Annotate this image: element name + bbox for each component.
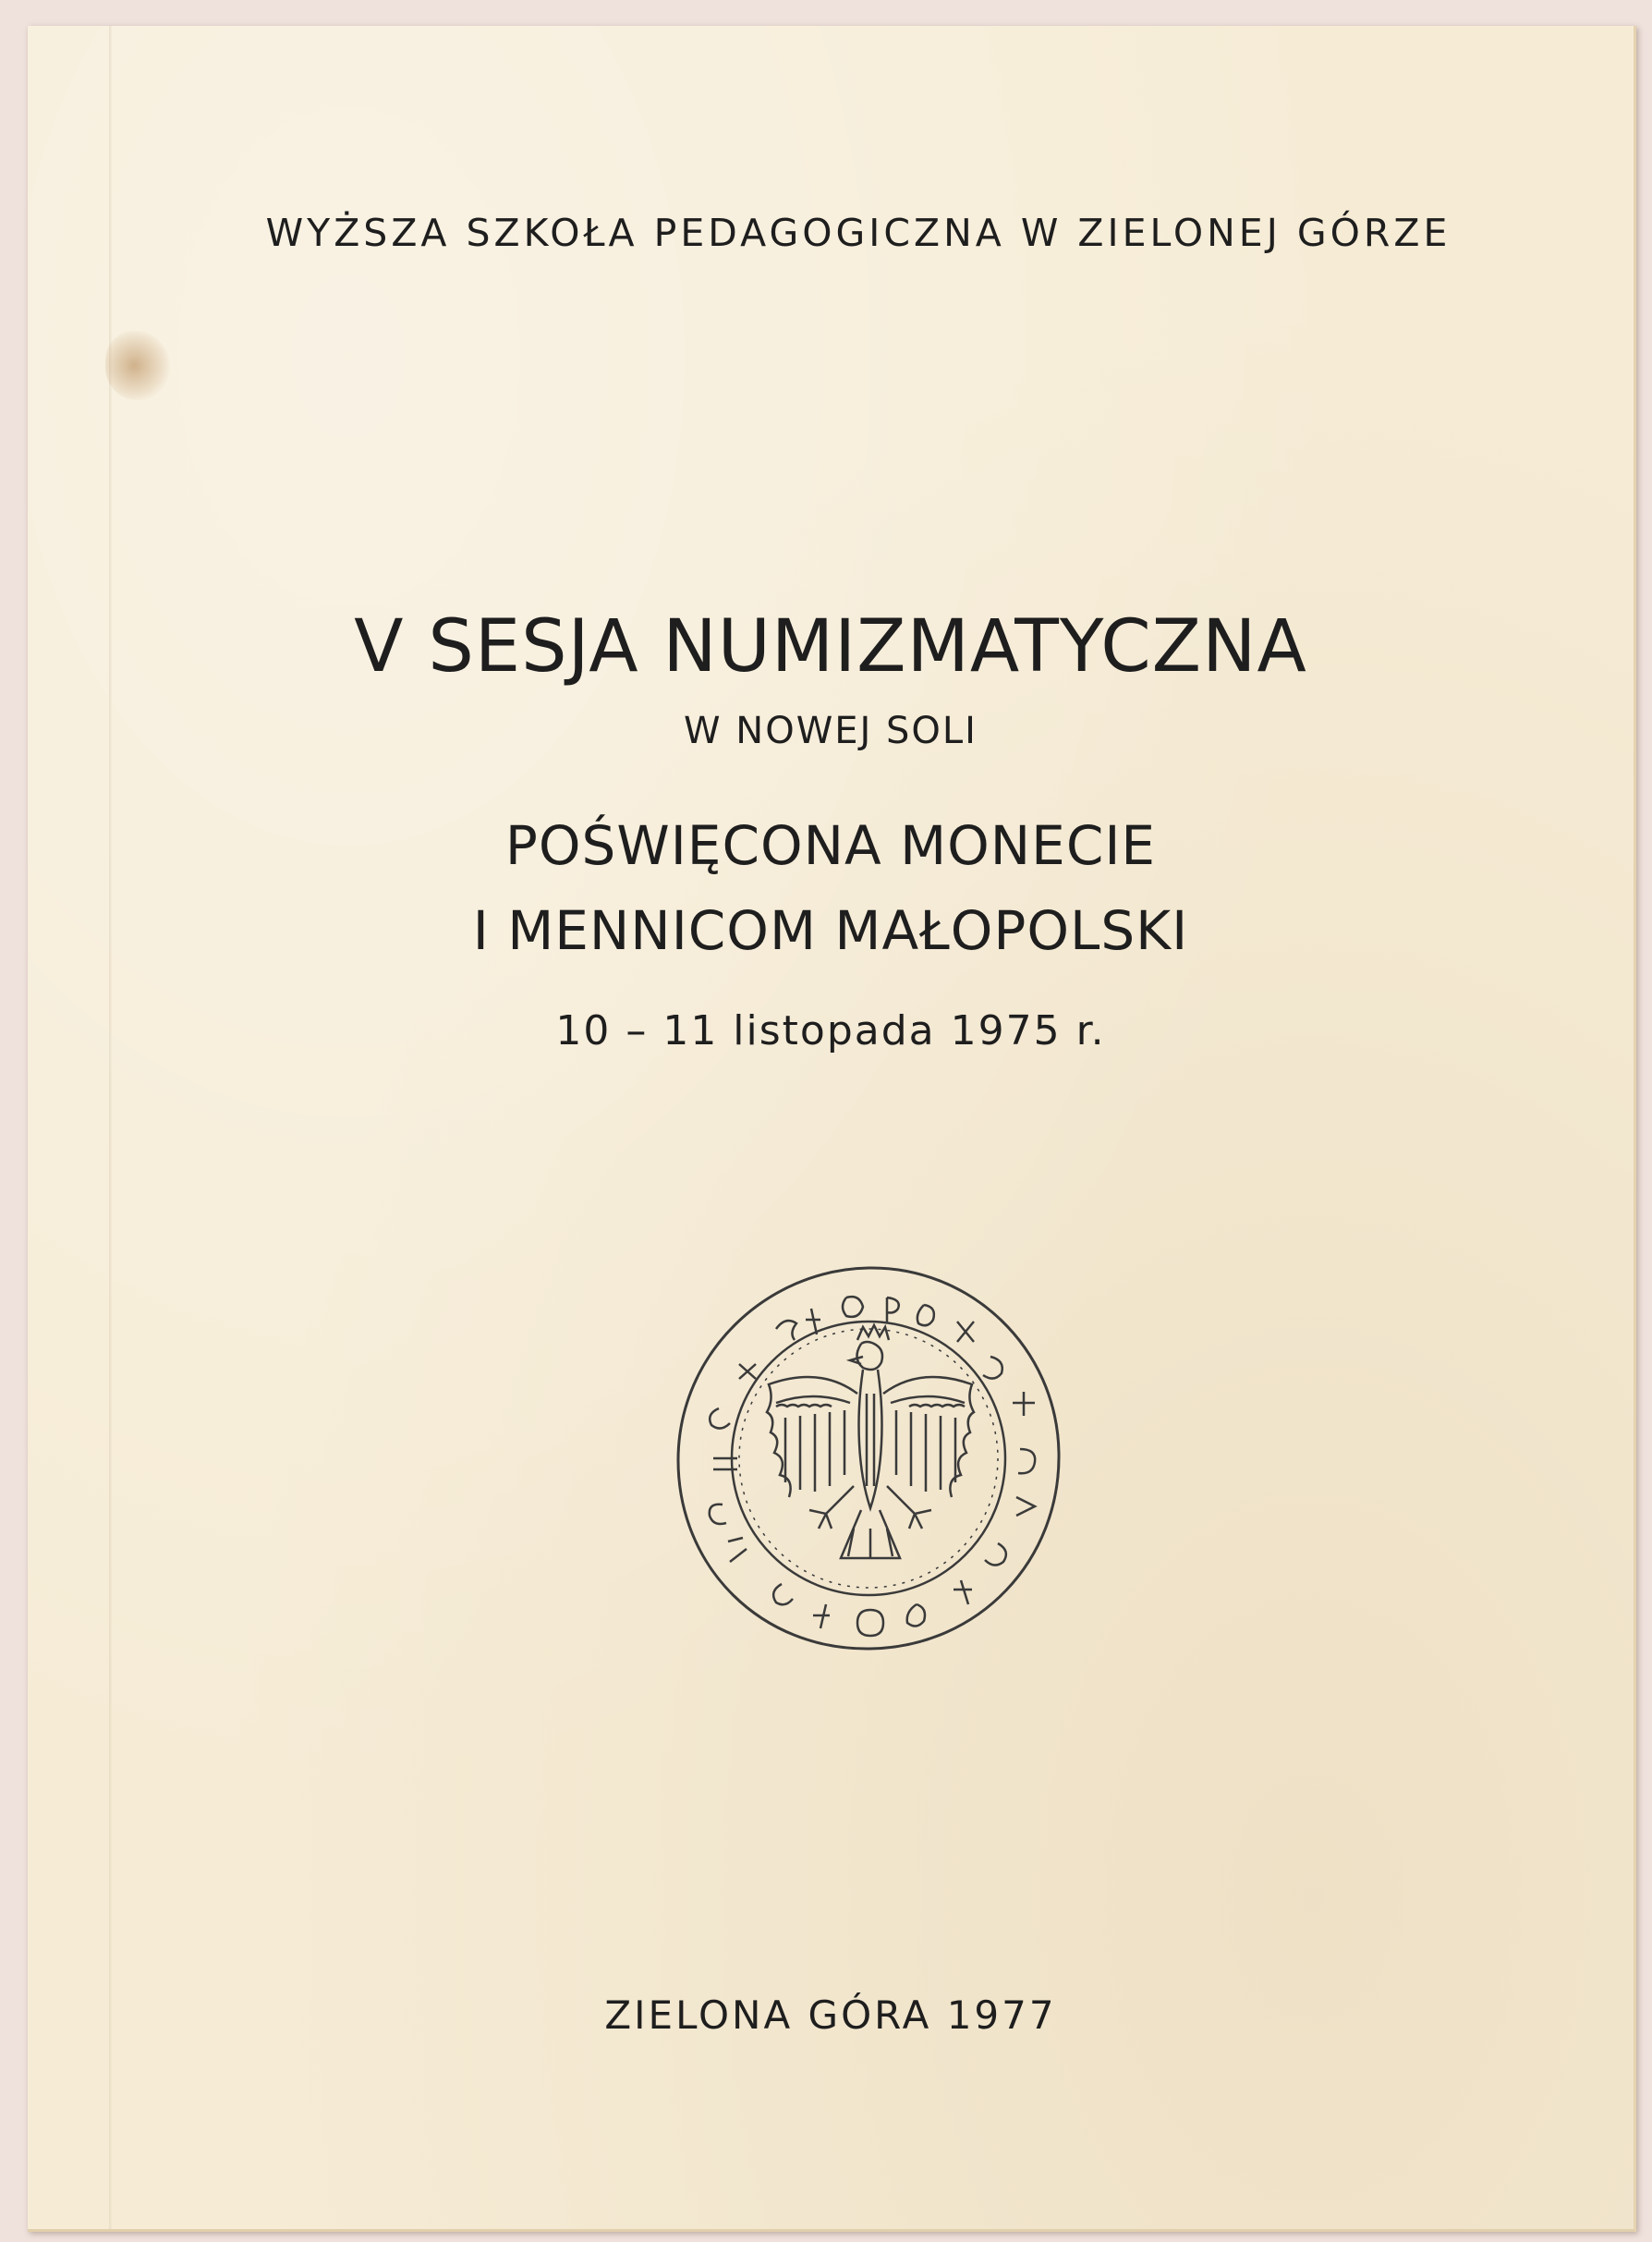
subtitle-line-1: POŚWIĘCONA MONECIE: [504, 814, 1157, 877]
institution-name: WYŻSZA SZKOŁA PEDAGOGICZNA W ZIELONEJ GÓRZE: [265, 211, 1452, 255]
book-cover: [28, 26, 1636, 2232]
subtitle-line-2: I MENNICOM MAŁOPOLSKI: [472, 899, 1189, 962]
session-location: W NOWEJ SOLI: [684, 710, 978, 752]
publication-imprint: ZIELONA GÓRA 1977: [604, 1992, 1057, 2038]
paper-stain: [105, 331, 170, 400]
main-title: V SESJA NUMIZMATYCZNA: [354, 605, 1307, 688]
coin-eagle-icon: [665, 1255, 1072, 1662]
session-date: 10 – 11 listopada 1975 r.: [555, 1007, 1106, 1054]
